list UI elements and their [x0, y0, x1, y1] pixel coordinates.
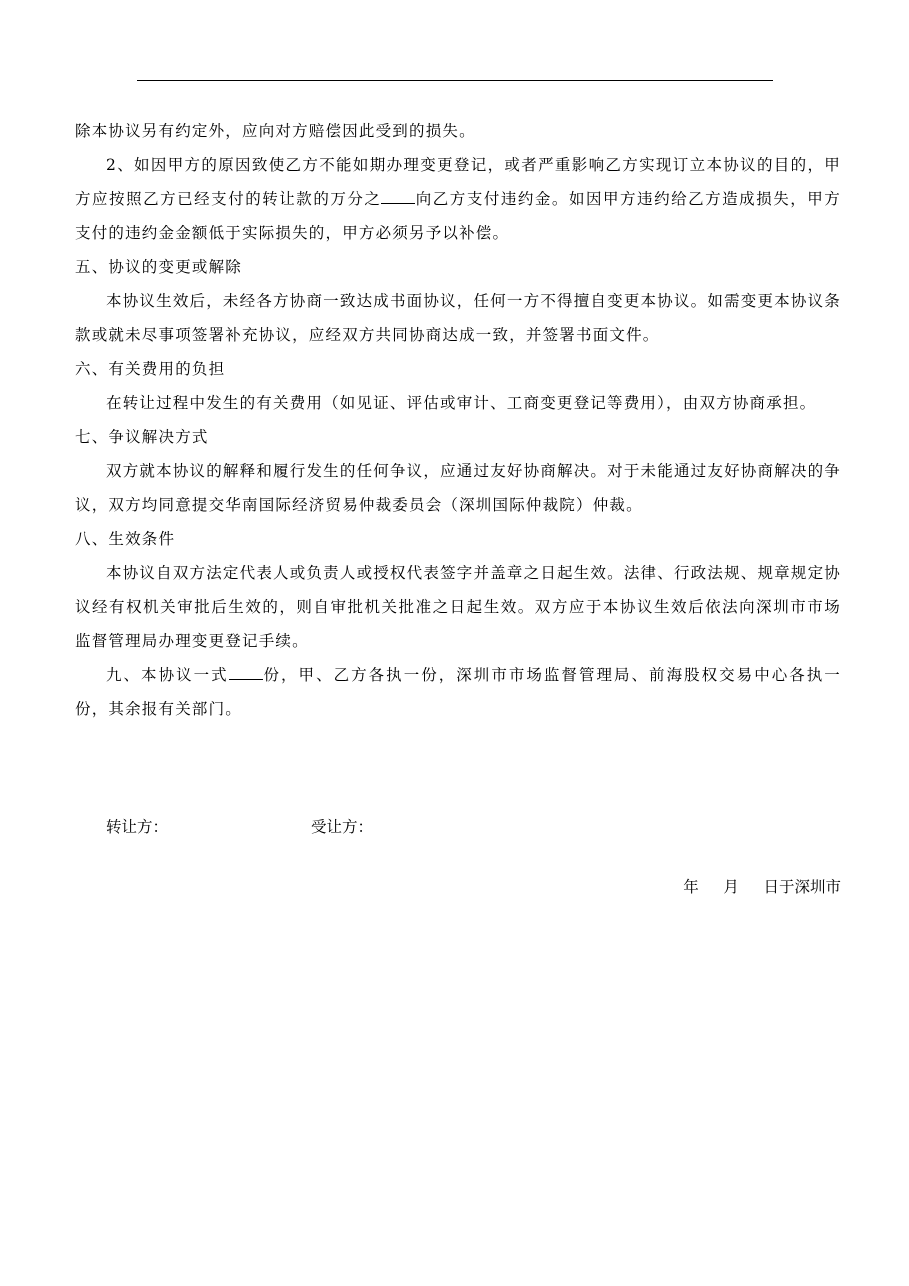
heading-text: 七、争议解决方式	[75, 428, 209, 446]
paragraph-text: 九、本协议一式	[106, 666, 229, 684]
transferee-label: 受让方：	[311, 818, 374, 836]
section-heading-fees	[75, 352, 841, 386]
date-location-line: 年 月 日于深圳市	[683, 878, 841, 896]
paragraph-text: 本协议自双方法定代表人或负责人或授权代表签字并盖章之日起生效。法律、行政法规、规章规定协议经有权机关审批后生效的，则自审批机关批准之日起生效。双方应于本协议生效后依法向深圳市市场监督管理局办理变更登记手续。	[75, 564, 841, 650]
paragraph-effectiveness	[75, 556, 841, 658]
fill-in-blank	[381, 191, 415, 204]
fill-in-blank	[229, 667, 263, 680]
header-rule	[137, 80, 773, 81]
paragraph-continuation	[75, 114, 841, 148]
document-body	[75, 114, 841, 726]
heading-text: 八、生效条件	[75, 530, 176, 548]
transferor-label: 转让方：	[106, 818, 169, 836]
paragraph-dispute	[75, 454, 841, 522]
paragraph-fees	[75, 386, 841, 420]
signature-row	[106, 812, 374, 842]
section-heading-amendment	[75, 250, 841, 284]
paragraph-text: 除本协议另有约定外，应向对方赔偿因此受到的损失。	[75, 122, 476, 140]
section-heading-dispute	[75, 420, 841, 454]
paragraph-text: 份，甲、乙方各执一份，深圳市市场监督管理局、前海股权交易中心各执一份，其余报有关部门。	[75, 666, 842, 718]
paragraph-text: 在转让过程中发生的有关费用（如见证、评估或审计、工商变更登记等费用），由双方协商承担。	[106, 394, 817, 412]
heading-text: 五、协议的变更或解除	[75, 258, 243, 276]
paragraph-text: 2、如因甲方的原因致使乙方不能如期办理变更登记，或者严重影响乙方实现订立本协议的目的，甲方应按照乙方已经支付的转让款的万分之	[75, 156, 841, 208]
heading-text: 六、有关费用的负担	[75, 360, 226, 378]
section-heading-effectiveness	[75, 522, 841, 556]
paragraph-copies	[75, 658, 841, 726]
paragraph-breach-clause	[75, 148, 841, 250]
paragraph-text: 双方就本协议的解释和履行发生的任何争议，应通过友好协商解决。对于未能通过友好协商解决的争议，双方均同意提交华南国际经济贸易仲裁委员会（深圳国际仲裁院）仲裁。	[75, 462, 841, 514]
paragraph-text: 本协议生效后，未经各方协商一致达成书面协议，任何一方不得擅自变更本协议。如需变更本协议条款或就未尽事项签署补充协议，应经双方共同协商达成一致，并签署书面文件。	[75, 292, 841, 344]
paragraph-amendment	[75, 284, 841, 352]
paragraph-text: 向乙方支付违约金。如因甲方违约给乙方造成损失，甲方支付的违约金金额低于实际损失的，甲方必须另予以补偿。	[75, 190, 841, 242]
